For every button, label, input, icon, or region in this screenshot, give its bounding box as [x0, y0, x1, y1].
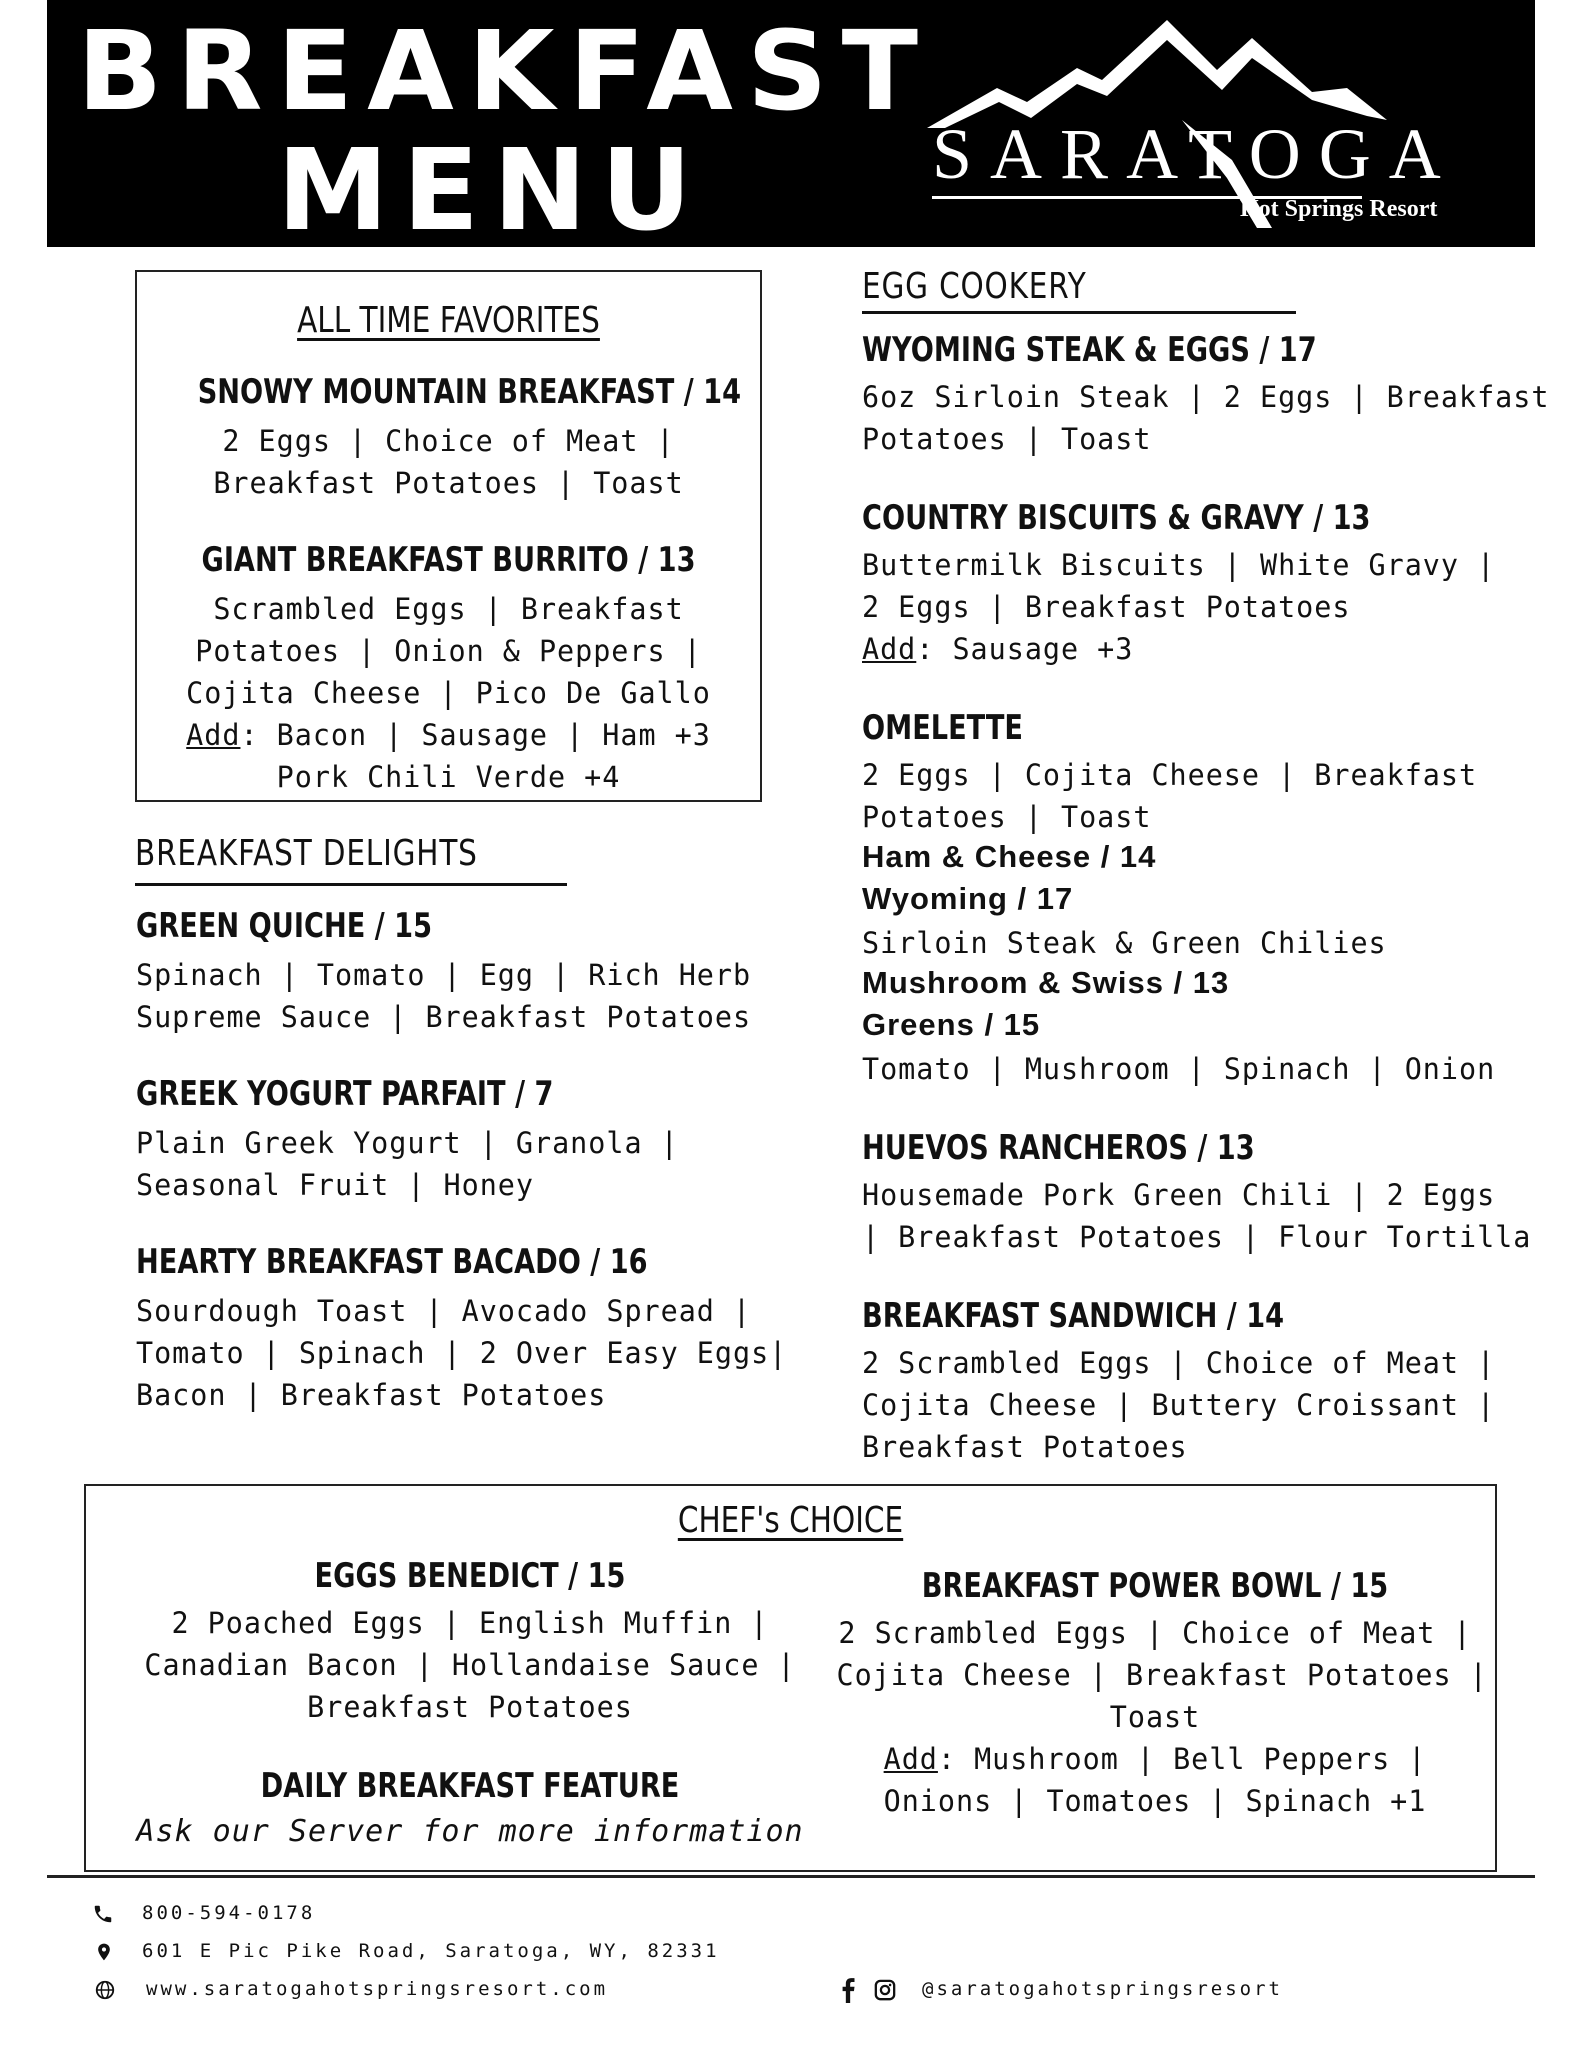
biscuits-gravy-name: COUNTRY BISCUITS & GRAVY / 13 [862, 498, 1371, 538]
green-quiche-desc-line1: Spinach | Tomato | Egg | Rich Herb [136, 958, 752, 992]
menu-title-line1: BREAKFAST [77, 8, 932, 136]
steak-eggs-desc-line2: Potatoes | Toast [862, 422, 1152, 456]
breakfast-delights-rule [135, 883, 567, 886]
hearty-bacado-name: HEARTY BREAKFAST BACADO / 16 [136, 1242, 648, 1282]
breakfast-delights-title: BREAKFAST DELIGHTS [135, 833, 478, 874]
giant-burrito-desc-line2: Potatoes | Onion & Peppers | [195, 634, 702, 668]
omelette-name: OMELETTE [862, 708, 1023, 748]
instagram-icon[interactable] [874, 1979, 896, 2001]
breakfast-sandwich-name: BREAKFAST SANDWICH / 14 [862, 1296, 1285, 1336]
sandwich-desc-line1: 2 Scrambled Eggs | Choice of Meat | [862, 1346, 1496, 1380]
omelette-option-ham-cheese: Ham & Cheese / 14 [862, 839, 1157, 874]
bowl-desc-line1: 2 Scrambled Eggs | Choice of Meat | [838, 1616, 1472, 1650]
bowl-extra: Onions | Tomatoes | Spinach +1 [883, 1784, 1427, 1818]
omelette-greens-desc: Tomato | Mushroom | Spinach | Onion [862, 1052, 1496, 1086]
benedict-desc-line1: 2 Poached Eggs | English Muffin | [171, 1606, 769, 1640]
power-bowl-name: BREAKFAST POWER BOWL / 15 [921, 1566, 1389, 1606]
footer-social-handle[interactable]: @saratogahotspringsresort [922, 1978, 1283, 2000]
location-pin-icon [94, 1940, 114, 1964]
greek-yogurt-name: GREEK YOGURT PARFAIT / 7 [136, 1074, 554, 1114]
add-label: Add [862, 632, 917, 666]
facebook-icon[interactable] [840, 1977, 856, 2003]
omelette-wyoming-desc: Sirloin Steak & Green Chilies [862, 926, 1387, 960]
steak-eggs-name: WYOMING STEAK & EGGS / 17 [862, 330, 1317, 370]
globe-icon [94, 1979, 116, 2001]
add-text: : Bacon | Sausage | Ham +3 [240, 718, 711, 752]
phone-icon [92, 1903, 114, 1925]
hearty-bacado-desc-line2: Tomato | Spinach | 2 Over Easy Eggs| [136, 1336, 788, 1370]
greek-yogurt-desc-line2: Seasonal Fruit | Honey [136, 1168, 534, 1202]
huevos-rancheros-name: HUEVOS RANCHEROS / 13 [862, 1128, 1255, 1168]
sandwich-desc-line2: Cojita Cheese | Buttery Croissant | [862, 1388, 1496, 1422]
giant-burrito-add-line [141, 714, 755, 756]
omelette-option-greens: Greens / 15 [862, 1007, 1041, 1042]
benedict-desc-line2: Canadian Bacon | Hollandaise Sauce | [144, 1648, 796, 1682]
bowl-desc-line2: Cojita Cheese | Breakfast Potatoes | [836, 1658, 1488, 1692]
giant-burrito-desc-line3: Cojita Cheese | Pico De Gallo [186, 676, 711, 710]
hearty-bacado-desc-line3: Bacon | Breakfast Potatoes [136, 1378, 607, 1412]
header-banner [47, 0, 1535, 256]
all-time-favorites-title: ALL TIME FAVORITES [297, 300, 600, 341]
snowy-mountain-breakfast-name: SNOWY MOUNTAIN BREAKFAST / 14 [197, 372, 741, 412]
logo-subtitle: Hot Springs Resort [1240, 196, 1438, 222]
footer-phone: 800-594-0178 [142, 1902, 316, 1924]
bowl-desc-line3: Toast [1109, 1700, 1201, 1734]
omelette-desc-line1: 2 Eggs | Cojita Cheese | Breakfast [862, 758, 1478, 792]
giant-burrito-desc-line1: Scrambled Eggs | Breakfast [213, 592, 684, 626]
egg-cookery-rule [862, 311, 1296, 314]
giant-burrito-extra: Pork Chili Verde +4 [276, 760, 621, 794]
egg-cookery-title: EGG COOKERY [862, 266, 1087, 307]
snowy-mountain-desc-line1: 2 Eggs | Choice of Meat | [222, 424, 675, 458]
add-text: : Sausage +3 [916, 632, 1134, 666]
green-quiche-desc-line2: Supreme Sauce | Breakfast Potatoes [136, 1000, 752, 1034]
footer-website: www.saratogahotspringsresort.com [146, 1978, 609, 2000]
bowl-add-line [837, 1738, 1474, 1780]
biscuits-gravy-desc-line2: 2 Eggs | Breakfast Potatoes [862, 590, 1351, 624]
footer-rule [47, 1875, 1535, 1878]
chefs-choice-title: CHEF's CHOICE [677, 1500, 904, 1541]
omelette-desc-line2: Potatoes | Toast [862, 800, 1152, 834]
huevos-desc-line2: | Breakfast Potatoes | Flour Tortilla [862, 1220, 1532, 1254]
greek-yogurt-desc-line1: Plain Greek Yogurt | Granola | [136, 1126, 679, 1160]
daily-feature-note: Ask our Server for more information [136, 1814, 804, 1849]
steak-eggs-desc-line1: 6oz Sirloin Steak | 2 Eggs | Breakfast [862, 380, 1550, 414]
huevos-desc-line1: Housemade Pork Green Chili | 2 Eggs [862, 1178, 1496, 1212]
daily-feature-name: DAILY BREAKFAST FEATURE [260, 1766, 680, 1806]
omelette-option-mushroom-swiss: Mushroom & Swiss / 13 [862, 965, 1230, 1000]
snowy-mountain-desc-line2: Breakfast Potatoes | Toast [213, 466, 684, 500]
add-text: : Mushroom | Bell Peppers | [937, 1742, 1427, 1776]
menu-title-line2: MENU [277, 126, 706, 256]
green-quiche-name: GREEN QUICHE / 15 [136, 906, 433, 946]
biscuits-gravy-add-line [862, 628, 1133, 670]
add-label: Add [883, 1742, 938, 1776]
biscuits-gravy-desc-line1: Buttermilk Biscuits | White Gravy | [862, 548, 1496, 582]
add-label: Add [186, 718, 241, 752]
eggs-benedict-name: EGGS BENEDICT / 15 [314, 1556, 626, 1596]
giant-burrito-name: GIANT BREAKFAST BURRITO / 13 [201, 540, 696, 580]
omelette-option-wyoming: Wyoming / 17 [862, 881, 1074, 916]
footer-address: 601 E Pic Pike Road, Saratoga, WY, 82331 [142, 1940, 720, 1962]
hearty-bacado-desc-line1: Sourdough Toast | Avocado Spread | [136, 1294, 752, 1328]
logo-name: SARATOGA [932, 114, 1459, 194]
sandwich-desc-line3: Breakfast Potatoes [862, 1430, 1188, 1464]
benedict-desc-line3: Breakfast Potatoes [307, 1690, 633, 1724]
